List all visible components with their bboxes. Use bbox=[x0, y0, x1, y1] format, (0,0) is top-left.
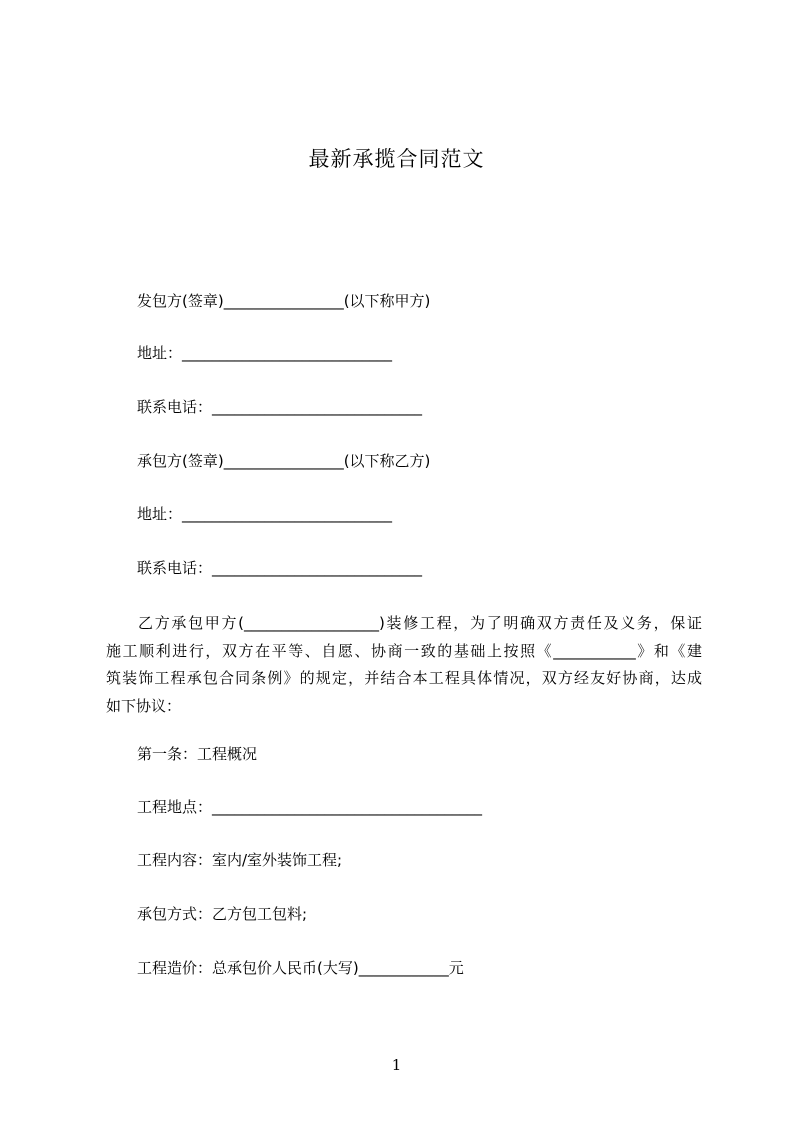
intro-line: 乙方承包甲方(__________________)装修工程，为了明确双方责任及义务，保证 bbox=[138, 614, 702, 632]
contractor-signature-field: 承包方(签章)________________(以下称乙方) bbox=[137, 452, 431, 470]
employer-signature-field: 发包方(签章)________________(以下称甲方) bbox=[137, 292, 431, 310]
contractor-phone-field: 联系电话：____________________________ bbox=[137, 559, 423, 577]
intro-line: 筑装饰工程承包合同条例》的规定，并结合本工程具体情况，双方经友好协商，达成 bbox=[106, 669, 702, 687]
employer-phone-field: 联系电话：____________________________ bbox=[137, 398, 423, 416]
intro-line: 如下协议： bbox=[106, 696, 182, 715]
project-location-field: 工程地点：____________________________________ bbox=[137, 798, 483, 816]
project-content-field: 工程内容：室内/室外装饰工程; bbox=[137, 851, 343, 869]
project-cost-field: 工程造价：总承包价人民币(大写)____________元 bbox=[137, 959, 464, 977]
intro-paragraph bbox=[106, 610, 702, 720]
employer-address-field: 地址：____________________________ bbox=[137, 344, 393, 362]
section-heading: 第一条：工程概况 bbox=[137, 745, 258, 763]
document-title: 最新承揽合同范文 bbox=[308, 147, 485, 171]
page-number: 1 bbox=[391, 1056, 402, 1074]
contractor-address-field: 地址：____________________________ bbox=[137, 505, 393, 523]
intro-line: 施工顺利进行，双方在平等、自愿、协商一致的基础上按照《___________》和《建 bbox=[106, 641, 702, 660]
contract-method-field: 承包方式：乙方包工包料; bbox=[137, 905, 308, 923]
